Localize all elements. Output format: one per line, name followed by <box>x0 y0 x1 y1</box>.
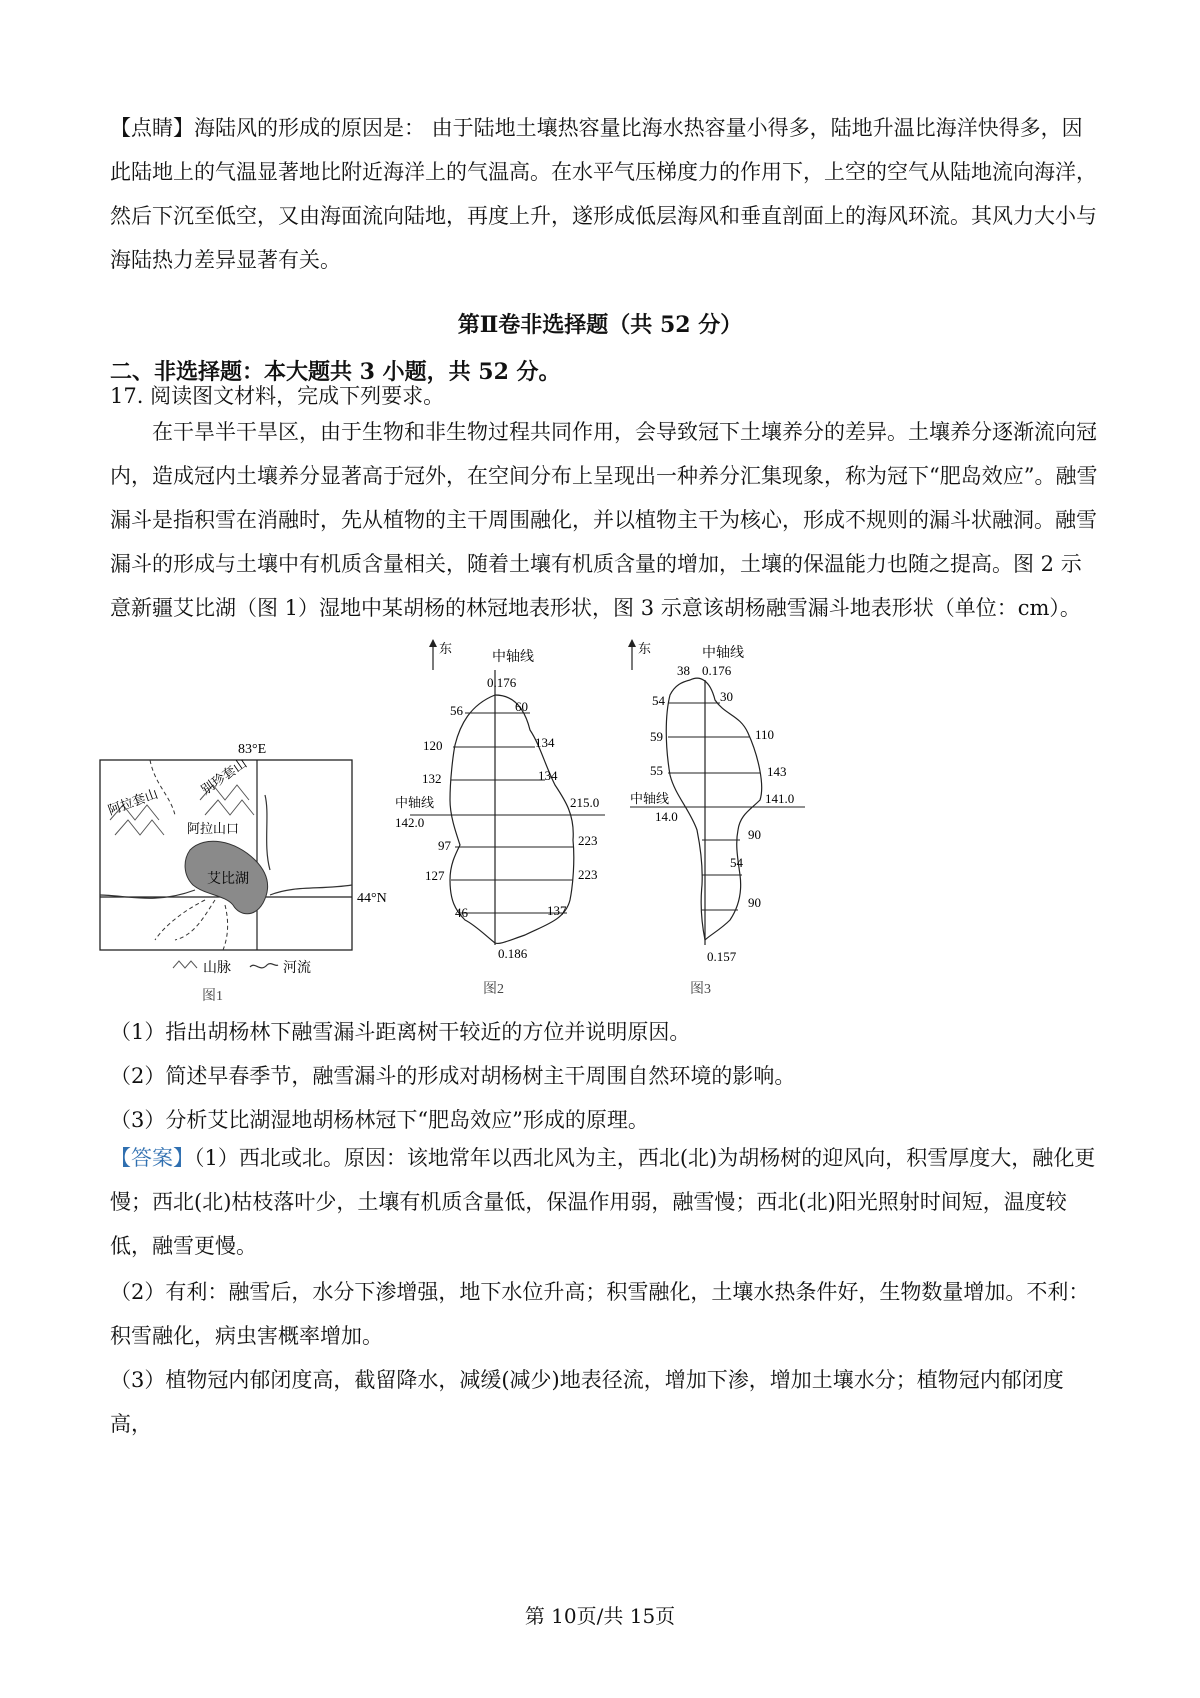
sub-question-2: （2）简述早春季节，融雪漏斗的形成对胡杨树主干周围自然环境的影响。 <box>110 1064 796 1088</box>
fig2-top-value: 0.176 <box>487 675 517 690</box>
fig3-left-axis-value: 14.0 <box>655 809 678 824</box>
section-heading: 二、非选择题：本大题共 3 小题，共 52 分。 <box>110 359 561 385</box>
fig2-left-axis-value: 142.0 <box>395 815 425 830</box>
sub-question-3: （3）分析艾比湖湿地胡杨林冠下“肥岛效应”形成的原理。 <box>110 1108 649 1132</box>
fig2-left-value: 46 <box>455 905 468 920</box>
legend-mountain: 山脉 <box>203 961 231 976</box>
answer-tag: 【答案】 <box>110 1146 194 1170</box>
mountain-left <box>106 786 164 835</box>
fig3-bottom-value: 0.157 <box>707 949 737 964</box>
fig2-axis-left-label: 中轴线 <box>395 795 435 810</box>
range-right-label: 别珍套山 <box>198 755 250 798</box>
note-text: 海陆风的形成的原因是： 由于陆地土壤热容量比海水热容量小得多，陆地升温比海洋快得多，因此陆地上的气温显著地比附近海洋上的气温高。在水平气压梯度力的作用下，上空的空气从陆地流向海洋，然后下沉至低空，又由海面流向陆地，再度上升，遂形成低层海风和垂直剖面上的海风环流。其风力大小与海陆热力差异显著有关。 <box>110 116 1097 272</box>
figure-3-funnel <box>630 635 820 1005</box>
fig2-right-axis-value: 215.0 <box>570 795 600 810</box>
figure-2-crown <box>395 635 625 1005</box>
fig2-right-value: 223 <box>578 867 598 882</box>
lake-label: 艾比湖 <box>207 872 249 887</box>
question-number: 17. 阅读图文材料，完成下列要求。 <box>110 384 445 408</box>
sub-question-1: （1）指出胡杨林下融雪漏斗距离树干较近的方位并说明原因。 <box>110 1020 691 1044</box>
range-left-label: 阿拉套山 <box>105 785 160 818</box>
fig3-axis-top-label: 中轴线 <box>702 646 744 661</box>
fig3-right-value: 90 <box>748 827 761 842</box>
fig2-axis-top-label: 中轴线 <box>492 650 534 665</box>
mountain-right <box>198 755 254 815</box>
note-paragraph <box>110 106 1100 282</box>
legend-river: 河流 <box>283 961 311 976</box>
fig3-right-value: 54 <box>730 855 743 870</box>
lon-label: 83°E <box>238 742 267 757</box>
answer-1-text: （1）西北或北。原因：该地常年以西北风为主，西北(北)为胡杨树的迎风向，积雪厚度大，融化更慢；西北(北)枯枝落叶少，土壤有机质含量低，保温作用弱，融雪慢；西北(北)阳光照射时间短，温度较低，融雪更慢。 <box>110 1146 1096 1258</box>
fig3-left-value: 59 <box>650 729 663 744</box>
question-material: 在干旱半干旱区，由于生物和非生物过程共同作用，会导致冠下土壤养分的差异。土壤养分逐渐流向冠内，造成冠内土壤养分显著高于冠外，在空间分布上呈现出一种养分汇集现象，称为冠下“肥岛效应”。融雪漏斗是指积雪在消融时，先从植物的主干周围融化，并以植物主干为核心，形成不规则的漏斗状融洞。融雪漏斗的形成与土壤中有机质含量相关，随着土壤有机质含量的增加，土壤的保温能力也随之提高。图 2 示意新疆艾比湖（图 1）湿地中某胡杨的林冠地表形状，图 3 示意该胡杨融雪漏斗地表形状（单位：cm）。 <box>110 420 1098 620</box>
answer-1 <box>110 1136 1100 1268</box>
fig2-right-value: 60 <box>515 699 528 714</box>
pass-label: 阿拉山口 <box>187 821 240 836</box>
fig3-right-value: 143 <box>767 764 787 779</box>
fig3-top-left-value: 38 <box>677 663 690 678</box>
fig3-north-label: 东 <box>638 641 652 656</box>
fig3-left-value: 54 <box>652 693 665 708</box>
fig2-right-value: 137 <box>547 903 567 918</box>
answer-2: （2）有利：融雪后，水分下渗增强，地下水位升高；积雪融化，土壤水热条件好，生物数量增加。不利：积雪融化，病虫害概率增加。 <box>110 1280 1090 1348</box>
fig3-right-axis-value: 141.0 <box>765 791 795 806</box>
fig2-right-value: 134 <box>538 768 558 783</box>
fig3-left-value: 55 <box>650 763 663 778</box>
fig3-right-value: 90 <box>748 895 761 910</box>
page-footer: 第 10页/共 15页 <box>524 1604 676 1628</box>
fig2-bottom-value: 0.186 <box>498 946 528 961</box>
fig2-north-label: 东 <box>439 641 453 656</box>
fig3-axis-left-label: 中轴线 <box>630 791 670 806</box>
fig3-top-value: 0.176 <box>702 663 732 678</box>
lat-label: 44°N <box>357 891 387 906</box>
fig1-caption: 图1 <box>202 989 223 1004</box>
note-tag: 【点睛】 <box>110 116 194 140</box>
fig2-left-value: 120 <box>423 738 443 753</box>
fig2-left-value: 97 <box>438 838 451 853</box>
fig2-left-value: 56 <box>450 703 463 718</box>
fig2-right-value: 134 <box>535 735 555 750</box>
fig3-caption: 图3 <box>690 982 711 997</box>
fig3-right-value: 110 <box>755 727 775 742</box>
fig3-right-value: 30 <box>720 689 733 704</box>
fig2-caption: 图2 <box>483 982 504 997</box>
fig2-right-value: 223 <box>578 833 598 848</box>
fig2-left-value: 127 <box>425 868 445 883</box>
figure-1-map <box>95 735 387 1005</box>
fig2-left-value: 132 <box>422 771 442 786</box>
section-title: 第Ⅱ卷非选择题（共 52 分） <box>457 312 743 338</box>
answer-3: （3）植物冠内郁闭度高，截留降水，减缓(减少)地表径流，增加下渗，增加土壤水分；植物冠内郁闭度高， <box>110 1368 1064 1436</box>
